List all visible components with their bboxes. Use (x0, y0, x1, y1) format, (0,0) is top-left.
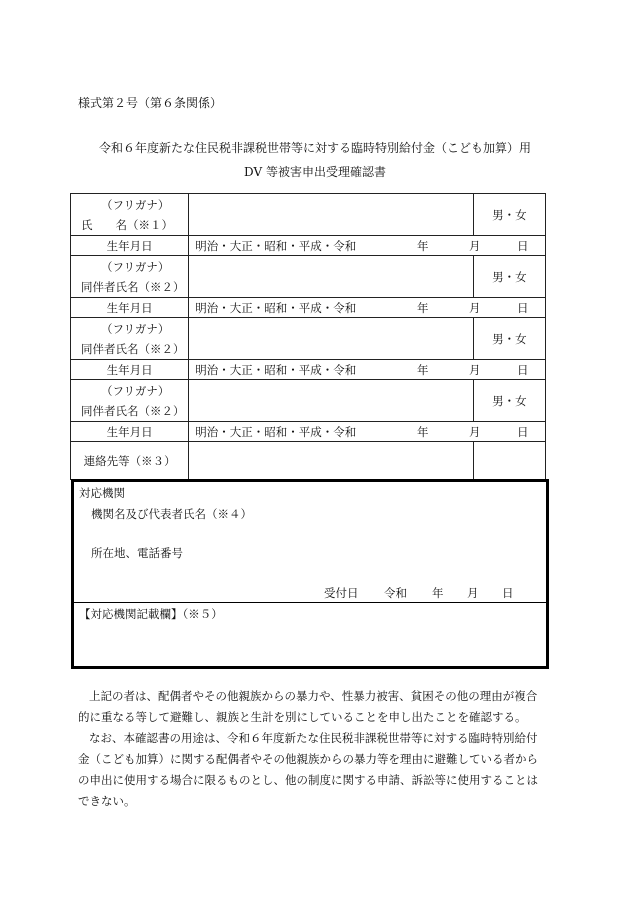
era-options: 明治・大正・昭和・平成・令和 (195, 238, 357, 253)
companion-name-label-cell (71, 380, 189, 422)
companion-name-field[interactable] (189, 318, 474, 360)
companion-name-label: 同伴者氏名（※２） (81, 341, 185, 356)
body-para2-line1: なお、本確認書の用途は、令和６年度新たな住民税非課税世帯等に対する臨時特別給付 (89, 731, 538, 745)
companion-name-field[interactable] (189, 380, 474, 422)
applicant-name-label: 氏 名（※１） (81, 217, 173, 232)
companion-sex-field[interactable]: 男・女 (473, 318, 545, 360)
day-unit: 日 (517, 362, 529, 377)
year-unit: 年 (417, 362, 429, 377)
birthdate-label: 生年月日 (71, 422, 189, 442)
applicant-birthdate-field[interactable] (189, 236, 546, 256)
companion-name-label-cell (71, 256, 189, 298)
body-para2-line2: 金（こども加算）に関する配偶者やその他親族からの暴力等を理由に避難している者から (78, 752, 538, 766)
furigana-label: （フリガナ） (101, 259, 170, 274)
companion-sex-field[interactable]: 男・女 (473, 256, 545, 298)
document-title-line1: 令和６年度新たな住民税非課税世帯等に対する臨時特別給付金（こども加算）用 (98, 141, 531, 155)
month-unit: 月 (469, 300, 481, 315)
contact-field[interactable] (189, 442, 474, 480)
contact-extra-field[interactable] (473, 442, 545, 480)
birthdate-label: 生年月日 (71, 360, 189, 380)
agency-section-title: 対応機関 (79, 486, 125, 500)
year-unit: 年 (417, 424, 429, 439)
month-unit: 月 (469, 238, 481, 253)
furigana-label: （フリガナ） (101, 321, 170, 336)
applicant-name-label-cell (71, 194, 189, 236)
agency-entry-field-label: 【対応機関記載欄】（※５） (79, 607, 223, 621)
agency-box (71, 479, 549, 669)
body-para1-line2: 的に重なる等して避難し、親族と生計を別にしていることを申し出たことを確認する。 (78, 710, 527, 724)
agency-divider (74, 602, 546, 603)
form-number: 様式第２号（第６条関係） (78, 96, 223, 110)
applicant-table (70, 193, 546, 480)
era-options: 明治・大正・昭和・平成・令和 (195, 424, 357, 439)
companion-name-label-cell (71, 318, 189, 360)
companion-birthdate-field[interactable] (189, 360, 546, 380)
agency-address-label: 所在地、電話番号 (91, 546, 183, 560)
birthdate-label: 生年月日 (71, 298, 189, 318)
furigana-label: （フリガナ） (101, 197, 170, 212)
companion-name-label: 同伴者氏名（※２） (81, 403, 185, 418)
day-unit: 日 (517, 424, 529, 439)
applicant-name-field[interactable] (189, 194, 474, 236)
birthdate-label: 生年月日 (71, 236, 189, 256)
year-unit: 年 (417, 300, 429, 315)
era-options: 明治・大正・昭和・平成・令和 (195, 362, 357, 377)
companion-name-field[interactable] (189, 256, 474, 298)
received-date-label: 受付日 (324, 586, 359, 600)
applicant-sex-field[interactable]: 男・女 (473, 194, 545, 236)
received-era: 令和 (384, 586, 407, 600)
agency-name-label: 機関名及び代表者氏名（※４） (91, 507, 252, 521)
received-month-unit: 月 (467, 586, 479, 600)
body-para1-line1: 上記の者は、配偶者やその他親族からの暴力や、性暴力被害、貧困その他の理由が複合 (89, 689, 538, 703)
contact-label: 連絡先等（※３） (71, 442, 189, 480)
companion-name-label: 同伴者氏名（※２） (81, 279, 185, 294)
month-unit: 月 (469, 362, 481, 377)
month-unit: 月 (469, 424, 481, 439)
companion-birthdate-field[interactable] (189, 298, 546, 318)
year-unit: 年 (417, 238, 429, 253)
companion-birthdate-field[interactable] (189, 422, 546, 442)
era-options: 明治・大正・昭和・平成・令和 (195, 300, 357, 315)
body-para2-line3: の申出に使用する場合に限るものとし、他の制度に関する申請、訴訟等に使用することは (78, 773, 538, 787)
body-para2-line4: できない。 (78, 794, 136, 808)
document-title-line2: DV 等被害申出受理確認書 (244, 165, 386, 179)
day-unit: 日 (517, 238, 529, 253)
day-unit: 日 (517, 300, 529, 315)
received-day-unit: 日 (502, 586, 514, 600)
companion-sex-field[interactable]: 男・女 (473, 380, 545, 422)
furigana-label: （フリガナ） (101, 383, 170, 398)
received-year-unit: 年 (432, 586, 444, 600)
